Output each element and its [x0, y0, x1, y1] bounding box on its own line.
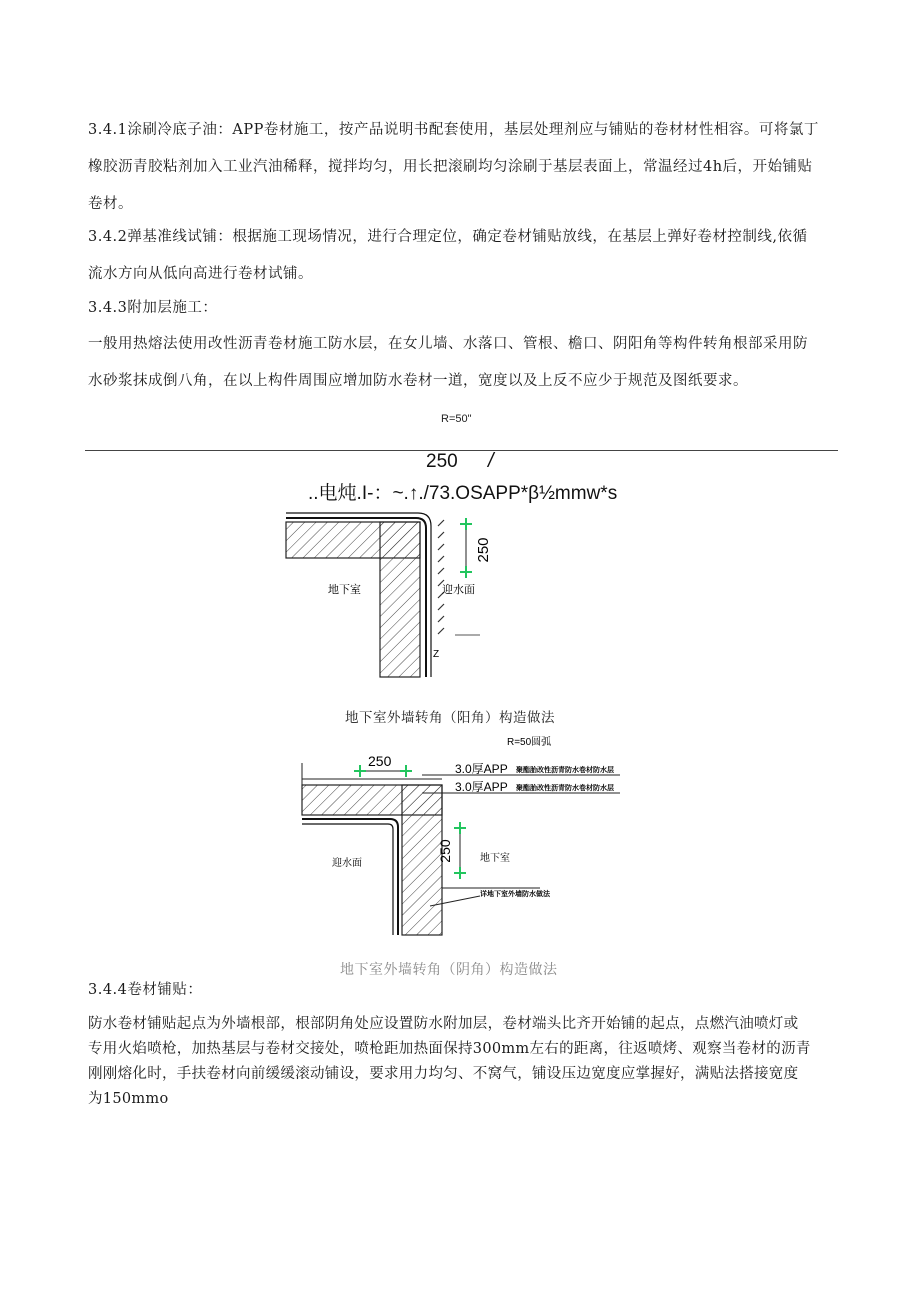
basement-label: 地下室 — [328, 584, 361, 596]
text-line: 卷材。 — [88, 196, 133, 212]
membrane-layer-inner — [302, 824, 393, 935]
layer1-label: 3.0厚APP — [455, 762, 508, 776]
text-line: 橡胶沥青胶粘剂加入工业汽油稀释，搅拌均匀，用长把滚刷均匀涂刷于基层表面上，常温经过4h后，开始铺贴 — [88, 159, 813, 175]
soil-hatch — [438, 520, 444, 634]
section-3-4-4-title: 3.4.4卷材铺贴： — [88, 982, 203, 998]
detail-note: 详地下室外墙防水做法 — [480, 891, 550, 898]
layer1-note: 聚酯胎改性沥青防水卷材防水层 — [516, 767, 614, 774]
figure2-caption: 地下室外墙转角（阴角）构造做法 — [340, 962, 558, 978]
water-face-label: 迎水面 — [442, 584, 475, 596]
layer2-label: 3.0厚APP — [455, 780, 508, 794]
figure1-caption: 地下室外墙转角（阳角）构造做法 — [345, 710, 555, 726]
text-line: 一般用热熔法使用改性沥青卷材施工防水层，在女儿墙、水落口、管根、檐口、阴阳角等构件转角根部采用防 — [88, 336, 808, 352]
text-line: 流水方向从低向高进行卷材试铺。 — [88, 266, 313, 282]
paragraph-3-4-4 — [88, 1012, 840, 1112]
top-dimension-250: 250 — [368, 753, 392, 769]
paragraph-3-4-2 — [88, 219, 840, 293]
layer2-note: 聚酯胎改性沥青防水卷材防水层 — [516, 785, 614, 792]
dimension-250-vertical: 250 — [475, 537, 492, 563]
slash-mark: / — [488, 450, 494, 472]
r50-arc-label: R=50圆弧 — [507, 737, 552, 748]
garbled-label-line: ..电炖.I-：~.↑./73.OSAPP*β½mmw*s — [308, 483, 618, 504]
figure-outside-corner-drawing — [270, 500, 500, 690]
paragraph-3-4-3 — [88, 326, 840, 400]
paragraph-3-4-1 — [88, 112, 840, 223]
r50-label: R=50" — [441, 413, 472, 425]
text-line: 专用火焰喷枪，加热基层与卷材交接处，喷枪距加热面保持300mm左右的距离，往返喷烤、观察当卷材的沥青 — [88, 1041, 811, 1057]
text-line: 刚刚熔化时，手扶卷材向前缓缓滚动铺设，要求用力均匀、不窝气，铺设压边宽度应掌握好，满贴法搭接宽度 — [88, 1066, 799, 1082]
text-line: 3.4.1涂刷冷底子油：APP卷材施工，按产品说明书配套使用，基层处理剂应与铺贴的卷材材性相容。可将氯丁 — [88, 122, 819, 138]
section-3-4-3-title: 3.4.3附加层施工： — [88, 300, 218, 316]
side-dimension-250: 250 — [437, 839, 453, 863]
water-face-label: 迎水面 — [332, 858, 362, 869]
text-line: 水砂浆抹成倒八角，在以上构件周围应增加防水卷材一道，宽度以及上反不应少于规范及图纸要求。 — [88, 373, 748, 389]
text-line: 3.4.2弹基准线试铺：根据施工现场情况，进行合理定位，确定卷材铺贴放线，在基层上弹好卷材控制线,依循 — [88, 229, 808, 245]
wall-section — [380, 522, 420, 677]
z-mark: Z — [433, 649, 440, 660]
wall-section — [402, 785, 442, 935]
dimension-250-label: 250 — [426, 451, 458, 472]
figure-inside-corner-drawing — [290, 733, 630, 943]
text-line: 为150mmo — [88, 1091, 169, 1107]
divider-line — [85, 450, 838, 451]
membrane-layer — [302, 819, 398, 935]
text-line: 防水卷材铺贴起点为外墙根部，根部阴角处应设置防水附加层，卷材端头比齐开始铺的起点，点燃汽油喷灯或 — [88, 1016, 799, 1032]
basement-label: 地下室 — [480, 853, 510, 864]
